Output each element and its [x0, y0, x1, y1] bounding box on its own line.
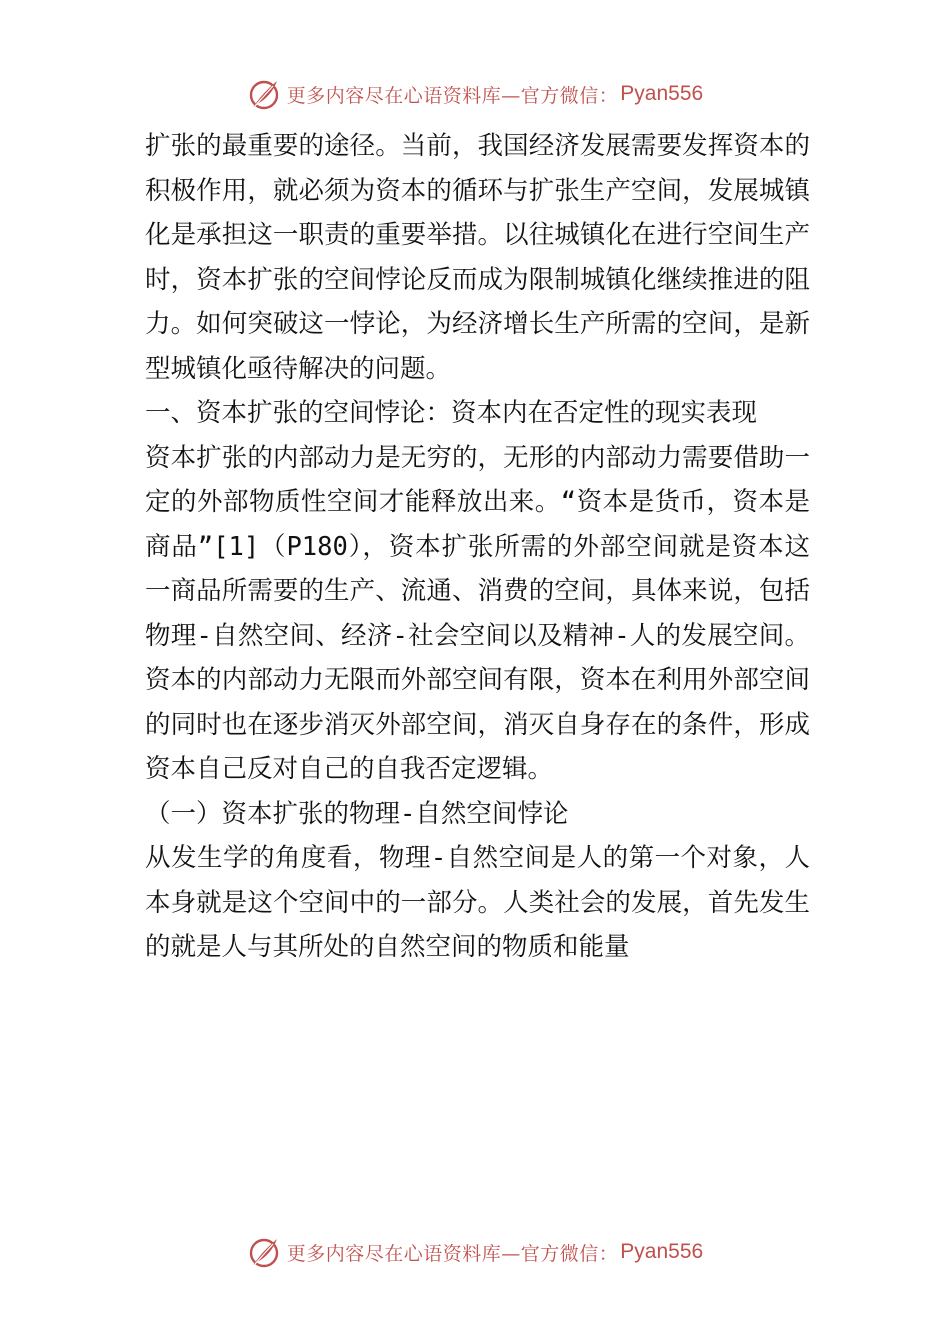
header-banner-text: 更多内容尽在心语资料库—官方微信： [286, 84, 619, 107]
footer-banner-text: 更多内容尽在心语资料库—官方微信： [286, 1242, 619, 1265]
paragraph-subsection-body: 从发生学的角度看，物理-自然空间是人的第一个对象，人本身就是这个空间中的一部分。人类社会的发展，首先发生的就是人与其所处的自然空间的物质和能量 [145, 843, 810, 962]
document-body [145, 124, 810, 970]
paragraph-intro: 扩张的最重要的途径。当前，我国经济发展需要发挥资本的积极作用，就必须为资本的循环与扩张生产空间，发展城镇化是承担这一职责的重要举措。以往城镇化在进行空间生产时，资本扩张的空间悖论反而成为限制城镇化继续推进的阻力。如何突破这一悖论，为经济增长生产所需的空间，是新型城镇化亟待解决的问题。 [145, 131, 810, 384]
footer-banner-handle: Pyan556 [620, 1240, 704, 1263]
footer-watermark [0, 1232, 950, 1272]
paragraph-section-intro: 资本扩张的内部动力是无穷的，无形的内部动力需要借助一定的外部物质性空间才能释放出来。“资本是货币，资本是商品”[1]（P180），资本扩张所需的外部空间就是资本这一商品所需要的生产、流通、消费的空间，具体来说，包括物理-自然空间、经济-社会空间以及精神-人的发展空间。资本的内部动力无限而外部空间有限，资本在利用外部空间的同时也在逐步消灭外部空间，消灭自身存在的条件，形成资本自己反对自己的自我否定逻辑。 [145, 442, 810, 784]
feather-logo-icon [247, 77, 281, 111]
header-watermark [0, 74, 950, 114]
feather-logo-icon [247, 1235, 281, 1269]
header-banner-handle: Pyan556 [620, 82, 704, 105]
subsection-heading: （一）资本扩张的物理-自然空间悖论 [145, 798, 569, 829]
section-heading: 一、资本扩张的空间悖论：资本内在否定性的现实表现 [145, 398, 758, 428]
